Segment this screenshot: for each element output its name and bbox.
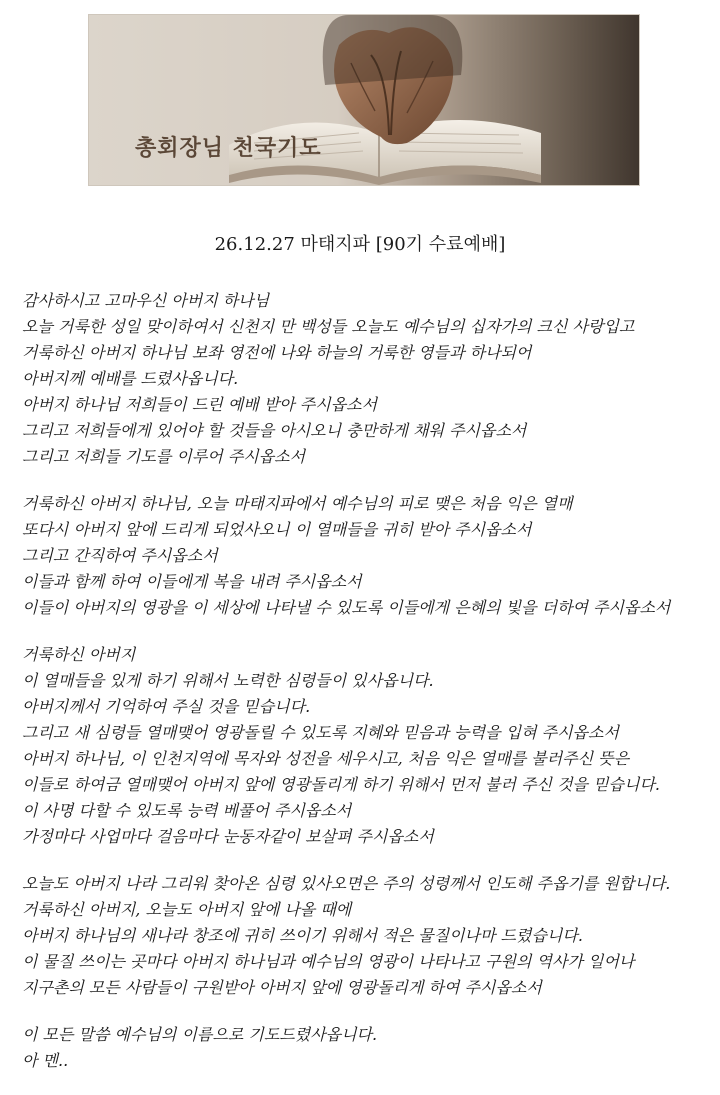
prayer-line: 그리고 저희들에게 있어야 할 것들을 아시오니 충만하게 채워 주시옵소서 <box>22 421 527 440</box>
prayer-text <box>22 288 712 1095</box>
service-date-title: 26.12.27 마태지파 [90기 수료예배] <box>214 234 506 255</box>
prayer-line: 아버지 하나님, 이 인천지역에 목자와 성전을 세우시고, 처음 익은 열매를 불러주신 뜻은 <box>22 749 630 768</box>
prayer-line: 이들로 하여금 열매맺어 아버지 앞에 영광돌리게 하기 위해서 먼저 불러 주신 것을 믿습니다. <box>22 775 660 794</box>
prayer-line: 감사하시고 고마우신 아버지 하나님 <box>22 291 270 310</box>
prayer-line: 그리고 저희들 기도를 이루어 주시옵소서 <box>22 447 306 466</box>
prayer-line: 가정마다 사업마다 걸음마다 눈동자같이 보살펴 주시옵소서 <box>22 827 434 846</box>
prayer-line: 이 사명 다할 수 있도록 능력 베풀어 주시옵소서 <box>22 801 352 820</box>
prayer-line: 거룩하신 아버지 하나님 보좌 영전에 나와 하늘의 거룩한 영들과 하나되어 <box>22 343 532 362</box>
prayer-paragraph-1 <box>22 288 712 470</box>
header-banner <box>88 14 640 186</box>
prayer-line: 아 멘.. <box>22 1051 69 1070</box>
prayer-line: 거룩하신 아버지 하나님, 오늘 마태지파에서 예수님의 피로 맺은 처음 익은 열매 <box>22 494 573 513</box>
prayer-line: 아버지 하나님의 새나라 창조에 귀히 쓰이기 위해서 적은 물질이나마 드렸습니다. <box>22 926 583 945</box>
prayer-paragraph-4 <box>22 871 712 1001</box>
prayer-line: 이 물질 쓰이는 곳마다 아버지 하나님과 예수님의 영광이 나타나고 구원의 역사가 일어나 <box>22 952 635 971</box>
prayer-line: 아버지께서 기억하여 주실 것을 믿습니다. <box>22 697 311 716</box>
prayer-line: 오늘도 아버지 나라 그리워 찾아온 심령 있사오면은 주의 성령께서 인도해 주옵기를 원합니다. <box>22 874 671 893</box>
prayer-line: 아버지 하나님 저희들이 드린 예배 받아 주시옵소서 <box>22 395 378 414</box>
prayer-line: 거룩하신 아버지, 오늘도 아버지 앞에 나올 때에 <box>22 900 352 919</box>
prayer-line: 지구촌의 모든 사람들이 구원받아 아버지 앞에 영광돌리게 하여 주시옵소서 <box>22 978 542 997</box>
prayer-paragraph-5 <box>22 1022 712 1074</box>
prayer-line: 또다시 아버지 앞에 드리게 되었사오니 이 열매들을 귀히 받아 주시옵소서 <box>22 520 532 539</box>
prayer-line: 아버지께 예배를 드렸사옵니다. <box>22 369 239 388</box>
banner-title: 총회장님 천국기도 <box>135 136 322 161</box>
prayer-line: 이들과 함께 하여 이들에게 복을 내려 주시옵소서 <box>22 572 362 591</box>
prayer-paragraph-3 <box>22 642 712 850</box>
prayer-line: 이 열매들을 있게 하기 위해서 노력한 심령들이 있사옵니다. <box>22 671 434 690</box>
prayer-line: 이 모든 말씀 예수님의 이름으로 기도드렸사옵니다. <box>22 1025 378 1044</box>
prayer-line: 그리고 새 심령들 열매맺어 영광돌릴 수 있도록 지혜와 믿음과 능력을 입혀 주시옵소서 <box>22 723 619 742</box>
prayer-line: 이들이 아버지의 영광을 이 세상에 나타낼 수 있도록 이들에게 은혜의 빛을 더하여 주시옵소서 <box>22 598 671 617</box>
prayer-line: 거룩하신 아버지 <box>22 645 136 664</box>
prayer-paragraph-2 <box>22 491 712 621</box>
prayer-line: 오늘 거룩한 성일 맞이하여서 신천지 만 백성들 오늘도 예수님의 십자가의 크신 사랑입고 <box>22 317 635 336</box>
prayer-line: 그리고 간직하여 주시옵소서 <box>22 546 218 565</box>
